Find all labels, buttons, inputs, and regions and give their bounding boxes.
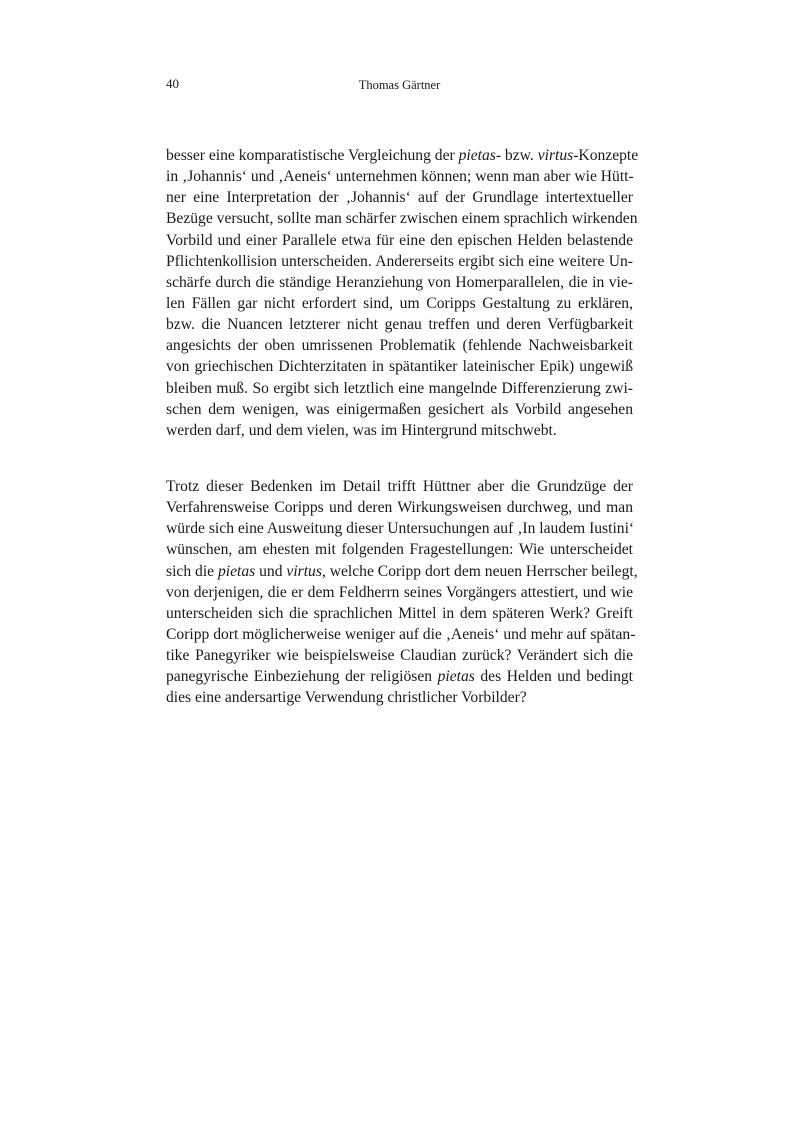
text-segment: unterscheiden sich die sprachlichen Mittel in dem späteren Werk? Greift (166, 604, 633, 622)
running-head-author: Thomas Gärtner (358, 78, 441, 92)
text-segment: schen dem wenigen, was einigermaßen gesichert als Vorbild angesehen (166, 400, 633, 418)
text-segment: ner eine Interpretation der ‚Johannis‘ auf der Grundlage intertextueller (166, 189, 633, 207)
text-segment: Vorbild und einer Parallele etwa für eine den epischen Helden belastende (166, 231, 633, 249)
text-segment: panegyrische Einbeziehung der religiösen (166, 668, 438, 686)
paragraph-1 (166, 145, 639, 441)
text-segment: len Fällen gar nicht erfordert sind, um Coripps Gestaltung zu erklären, (166, 294, 633, 312)
text-line (166, 420, 633, 441)
text-segment: bleiben muß. So ergibt sich letztlich eine mangelnde Differenzierung zwi- (166, 379, 633, 397)
text-line (166, 518, 633, 539)
text-line (166, 603, 633, 624)
text-line (166, 666, 633, 687)
text-line (166, 561, 638, 582)
text-line (166, 399, 633, 420)
text-segment: -Konzepte (573, 147, 639, 164)
text-segment: Verfahrensweise Coripps und deren Wirkungsweisen durchweg, und man (166, 499, 633, 517)
text-line (166, 497, 633, 518)
text-line (166, 293, 633, 314)
text-segment: würde sich eine Ausweitung dieser Untersuchungen auf ‚In laudem Iustini‘ (166, 520, 635, 538)
text-line (166, 230, 633, 251)
text-line (166, 378, 633, 399)
italic-term: pietas (458, 147, 496, 164)
text-line (166, 539, 633, 560)
italic-term: virtus (537, 147, 574, 164)
text-segment: sich die (166, 562, 218, 580)
text-line (166, 251, 633, 272)
text-line (166, 687, 633, 708)
text-segment: in ‚Johannis‘ und ‚Aeneis‘ unternehmen können; wenn man aber wie Hütt- (166, 168, 634, 186)
text-segment: besser eine komparatistische Vergleichung der (166, 147, 459, 164)
text-line (166, 145, 639, 166)
italic-term: virtus (286, 562, 322, 580)
paragraph-2 (166, 476, 638, 709)
text-segment: von derjenigen, die er dem Feldherrn seines Vorgängers attestiert, und wie (166, 583, 633, 601)
page-number: 40 (166, 76, 179, 91)
text-segment: Trotz dieser Bedenken im Detail trifft Hüttner aber die Grundzüge der (166, 478, 633, 495)
text-line (166, 582, 633, 603)
text-segment: schärfe durch die ständige Heranziehung von Homerparallelen, die in vie- (166, 273, 633, 291)
text-segment: tike Panegyriker wie beispielsweise Claudian zurück? Verändert sich die (166, 647, 633, 665)
text-segment: wünschen, am ehesten mit folgenden Fragestellungen: Wie unterscheidet (166, 541, 633, 559)
text-segment: angesichts der oben umrissenen Problematik (fehlende Nachweisbarkeit (166, 337, 633, 355)
text-segment: werden darf, und dem vielen, was im Hintergrund mitschwebt. (166, 421, 557, 439)
text-segment: , welche Coripp dort dem neuen Herrscher beilegt, (321, 562, 638, 580)
text-segment: Bezüge versucht, sollte man schärfer zwischen einem sprachlich wirkenden (166, 210, 638, 228)
text-line (166, 356, 633, 377)
text-line (166, 208, 638, 229)
text-segment: von griechischen Dichterzitaten in spätantiker lateinischer Epik) ungewiß (166, 358, 633, 376)
italic-term: pietas (437, 668, 475, 686)
text-line (166, 314, 633, 335)
text-line (166, 335, 633, 356)
text-segment: dies eine andersartige Verwendung christlicher Vorbilder? (166, 689, 527, 707)
text-segment: und (255, 562, 287, 580)
text-line (166, 166, 633, 187)
text-segment: des Helden und bedingt (474, 668, 634, 686)
text-segment: Coripp dort möglicherweise weniger auf die ‚Aeneis‘ und mehr auf spätan- (166, 625, 636, 643)
text-segment: bzw. die Nuancen letzterer nicht genau treffen und deren Verfügbarkeit (166, 316, 633, 334)
text-line (166, 187, 633, 208)
text-line (166, 645, 633, 666)
text-segment: Pflichtenkollision unterscheiden. Andererseits ergibt sich eine weitere Un- (166, 252, 633, 270)
text-line (166, 272, 633, 293)
text-line (166, 476, 633, 497)
text-segment: - bzw. (495, 147, 538, 164)
text-line (166, 624, 636, 645)
italic-term: pietas (217, 562, 256, 580)
